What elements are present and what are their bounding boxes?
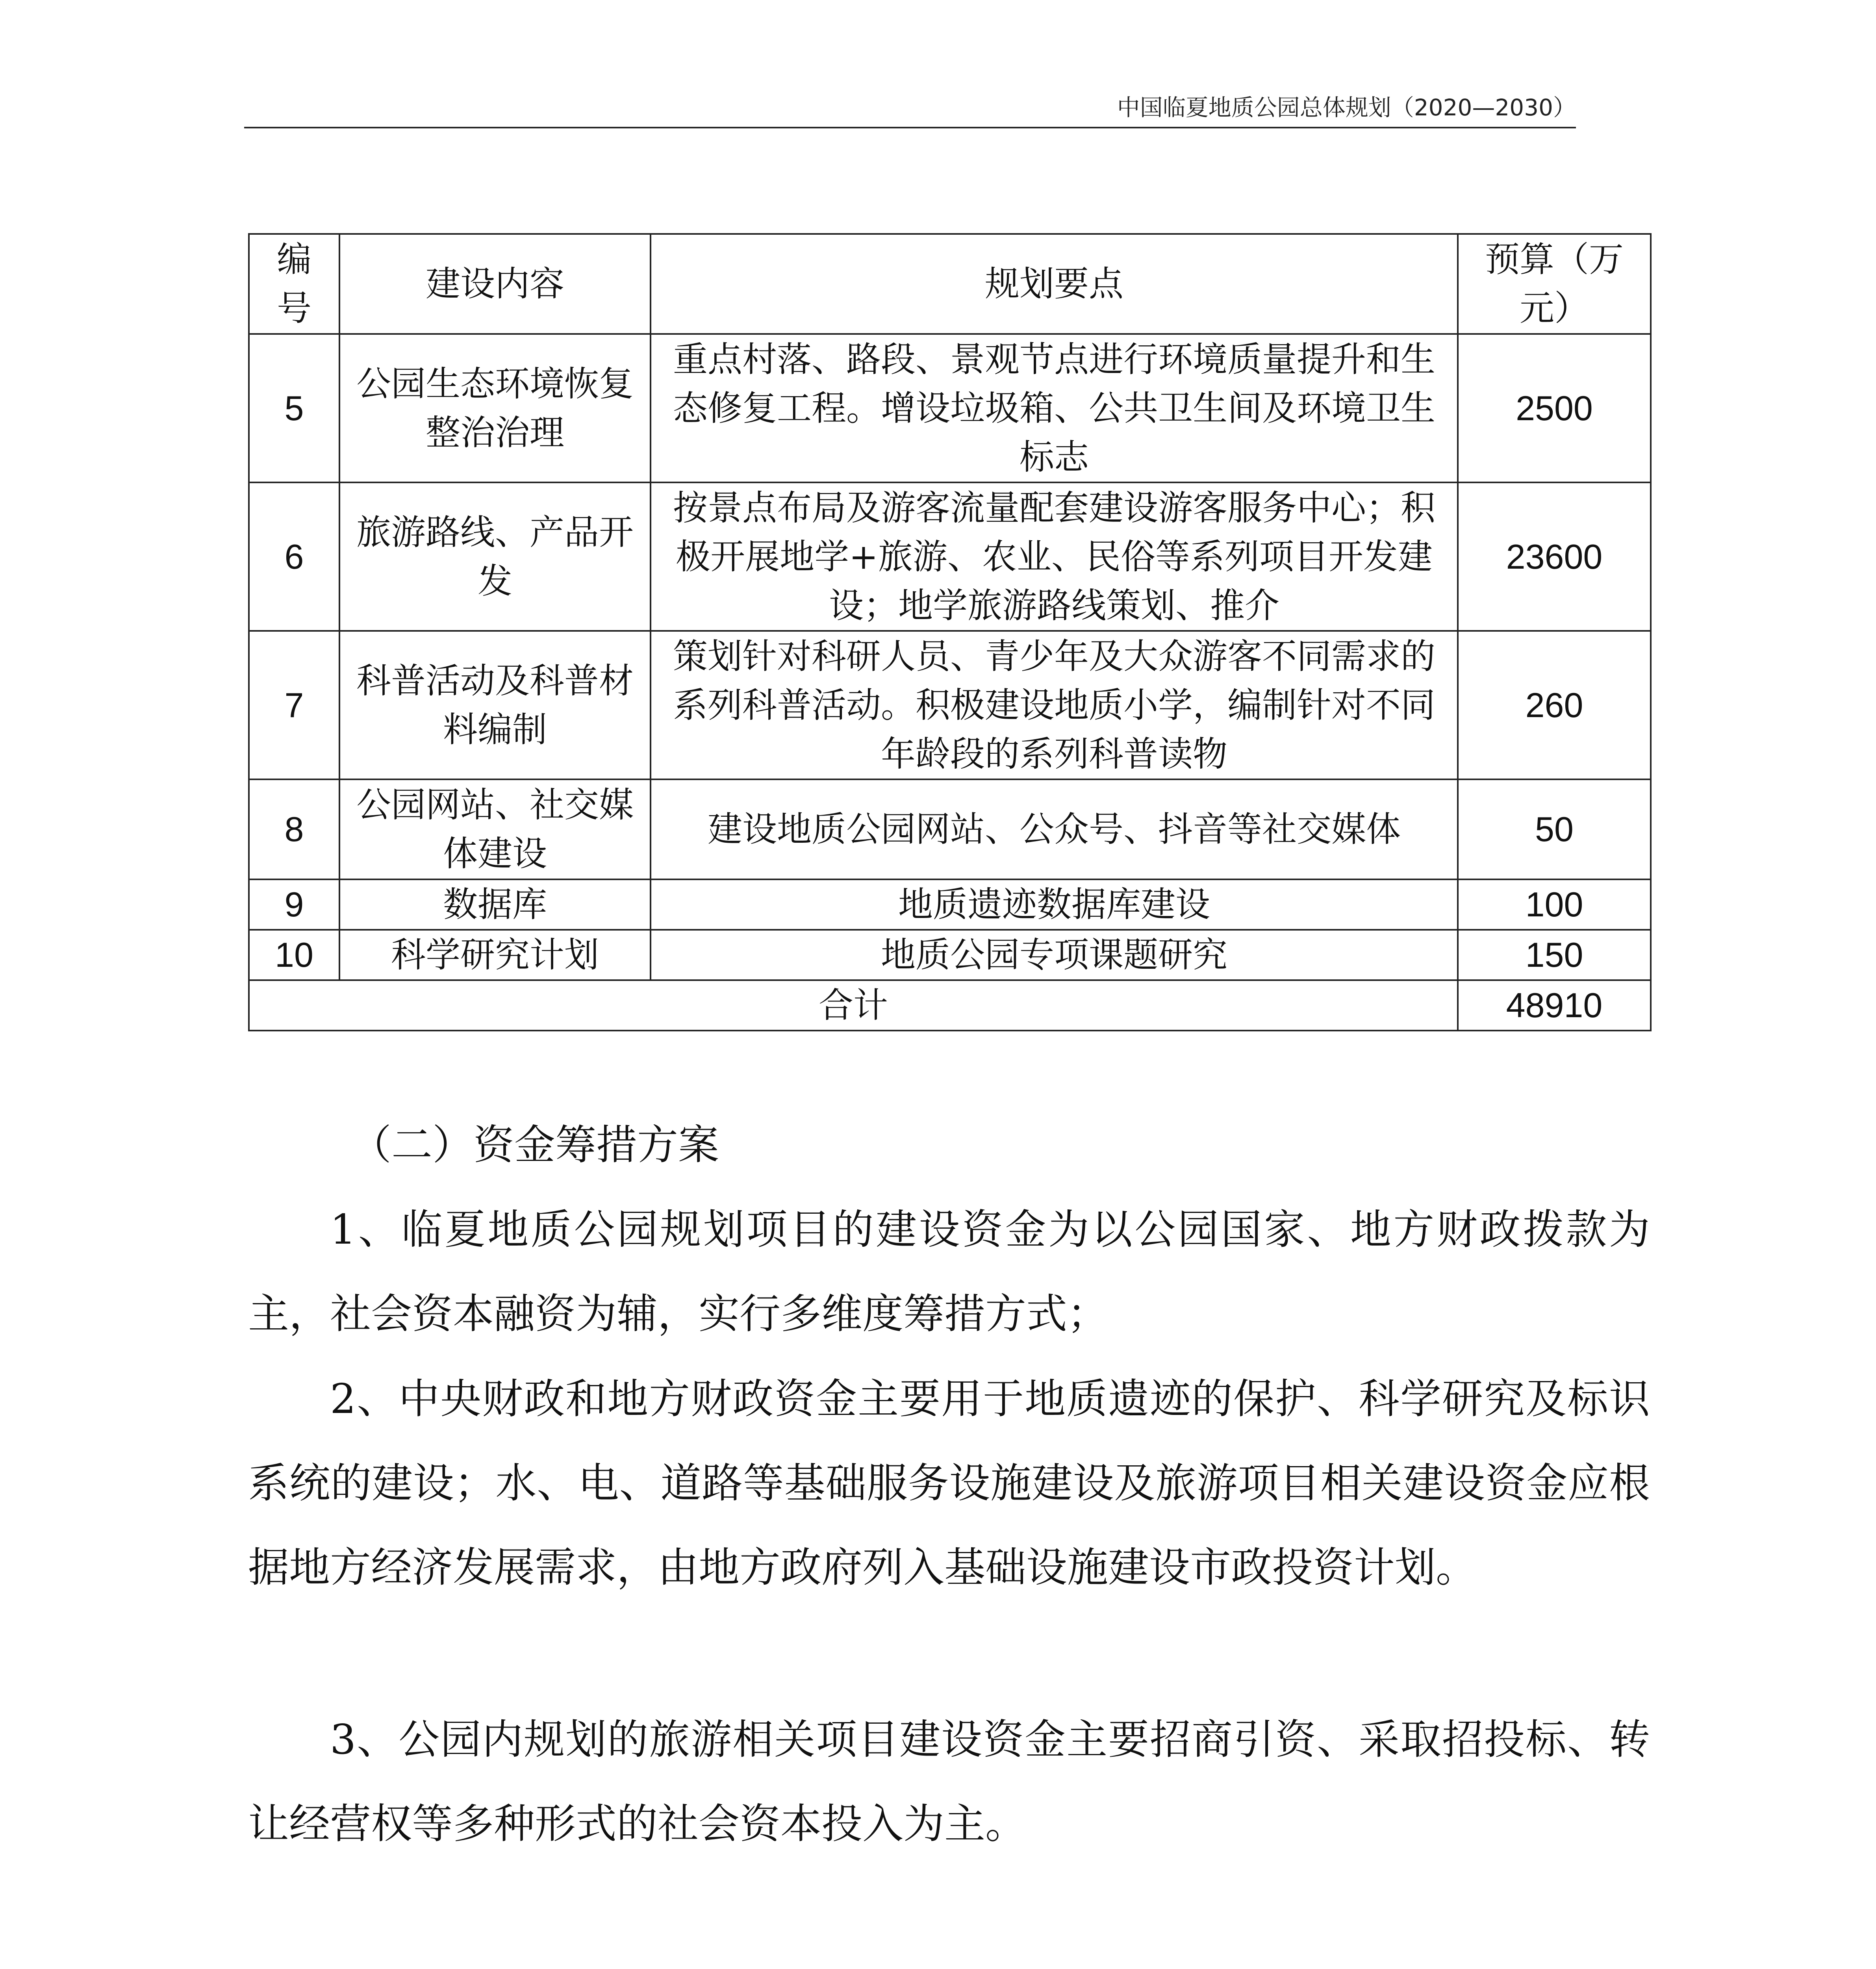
row-budget: 100 [1458, 879, 1651, 930]
row-budget: 260 [1458, 631, 1651, 779]
row-points: 按景点布局及游客流量配套建设游客服务中心；积极开展地学+旅游、农业、民俗等系列项目开发建设；地学旅游路线策划、推介 [651, 482, 1458, 631]
paragraph: 2、中央财政和地方财政资金主要用于地质遗迹的保护、科学研究及标识系统的建设；水、电、道路等基础服务设施建设及旅游项目相关建设资金应根据地方经济发展需求，由地方政府列入基础设施建设市政投资计划。 [248, 1375, 1650, 1591]
row-num: 6 [249, 482, 339, 631]
table-row [249, 334, 1651, 482]
total-label: 合计 [249, 980, 1458, 1031]
row-budget: 50 [1458, 779, 1651, 879]
row-num: 7 [249, 631, 339, 779]
row-num: 9 [249, 879, 339, 930]
table-row [249, 482, 1651, 631]
row-num: 10 [249, 930, 339, 980]
row-points: 重点村落、路段、景观节点进行环境质量提升和生态修复工程。增设垃圾箱、公共卫生间及环境卫生标志 [651, 334, 1458, 482]
table-row [249, 930, 1651, 980]
row-num: 8 [249, 779, 339, 879]
total-value: 48910 [1458, 980, 1651, 1031]
table-row [249, 879, 1651, 930]
section-title: （二）资金筹措方案 [350, 1121, 719, 1169]
row-points: 地质公园专项课题研究 [651, 930, 1458, 980]
header-points: 规划要点 [651, 234, 1458, 334]
budget-table [248, 233, 1652, 1031]
header-content: 建设内容 [339, 234, 651, 334]
table-header-row [249, 234, 1651, 334]
row-content: 科学研究计划 [339, 930, 651, 980]
row-budget: 23600 [1458, 482, 1651, 631]
row-points: 策划针对科研人员、青少年及大众游客不同需求的系列科普活动。积极建设地质小学，编制针对不同年龄段的系列科普读物 [651, 631, 1458, 779]
table-total-row [249, 980, 1651, 1031]
header-budget: 预算（万元） [1458, 234, 1651, 334]
row-content: 数据库 [339, 879, 651, 930]
row-content: 旅游路线、产品开发 [339, 482, 651, 631]
row-num: 5 [249, 334, 339, 482]
table-row [249, 631, 1651, 779]
row-content: 科普活动及科普材料编制 [339, 631, 651, 779]
header-num: 编号 [249, 234, 339, 334]
row-content: 公园生态环境恢复整治治理 [339, 334, 651, 482]
paragraph: 1、临夏地质公园规划项目的建设资金为以公园国家、地方财政拨款为主，社会资本融资为辅，实行多维度筹措方式； [248, 1205, 1650, 1338]
row-budget: 2500 [1458, 334, 1651, 482]
paragraph: 3、公园内规划的旅游相关项目建设资金主要招商引资、采取招投标、转让经营权等多种形式的社会资本投入为主。 [248, 1715, 1650, 1848]
header-divider [244, 127, 1576, 128]
running-header-title: 中国临夏地质公园总体规划（2020—2030） [1117, 94, 1576, 121]
table-row [249, 779, 1651, 879]
row-budget: 150 [1458, 930, 1651, 980]
row-points: 建设地质公园网站、公众号、抖音等社交媒体 [651, 779, 1458, 879]
row-content: 公园网站、社交媒体建设 [339, 779, 651, 879]
row-points: 地质遗迹数据库建设 [651, 879, 1458, 930]
